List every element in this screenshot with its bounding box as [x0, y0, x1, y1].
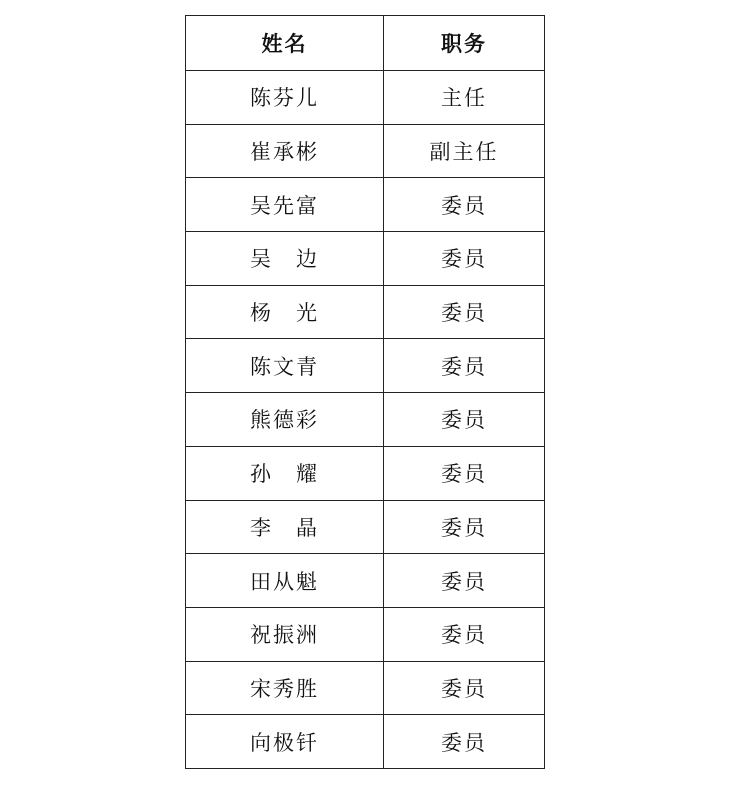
member-position: 委员: [384, 715, 545, 769]
member-name: 吴先富: [186, 178, 384, 232]
header-name: 姓名: [186, 16, 384, 71]
table-row: [186, 661, 545, 715]
member-name: 李 晶: [186, 500, 384, 554]
member-position: 委员: [384, 393, 545, 447]
table-row: [186, 446, 545, 500]
member-position: 委员: [384, 178, 545, 232]
table-row: [186, 500, 545, 554]
header-row: [186, 16, 545, 71]
member-name: 田从魁: [186, 554, 384, 608]
member-name: 孙 耀: [186, 446, 384, 500]
member-table: [185, 15, 545, 769]
member-name: 杨 光: [186, 285, 384, 339]
table-row: [186, 124, 545, 178]
member-name: 向极钎: [186, 715, 384, 769]
member-name: 陈文青: [186, 339, 384, 393]
table-row: [186, 554, 545, 608]
table-header: [186, 16, 545, 71]
table-row: [186, 178, 545, 232]
member-position: 委员: [384, 446, 545, 500]
table-body: [186, 71, 545, 769]
member-position: 委员: [384, 607, 545, 661]
member-name: 崔承彬: [186, 124, 384, 178]
member-name: 熊德彩: [186, 393, 384, 447]
member-position: 委员: [384, 661, 545, 715]
member-name: 祝振洲: [186, 607, 384, 661]
member-position: 副主任: [384, 124, 545, 178]
member-name: 陈芬儿: [186, 71, 384, 125]
header-position: 职务: [384, 16, 545, 71]
table-row: [186, 715, 545, 769]
table-row: [186, 339, 545, 393]
member-position: 委员: [384, 339, 545, 393]
table-row: [186, 71, 545, 125]
member-position: 委员: [384, 554, 545, 608]
member-position: 主任: [384, 71, 545, 125]
table-row: [186, 232, 545, 286]
member-name: 吴 边: [186, 232, 384, 286]
member-position: 委员: [384, 285, 545, 339]
member-position: 委员: [384, 500, 545, 554]
table-row: [186, 607, 545, 661]
member-name: 宋秀胜: [186, 661, 384, 715]
table-row: [186, 393, 545, 447]
member-position: 委员: [384, 232, 545, 286]
table-row: [186, 285, 545, 339]
